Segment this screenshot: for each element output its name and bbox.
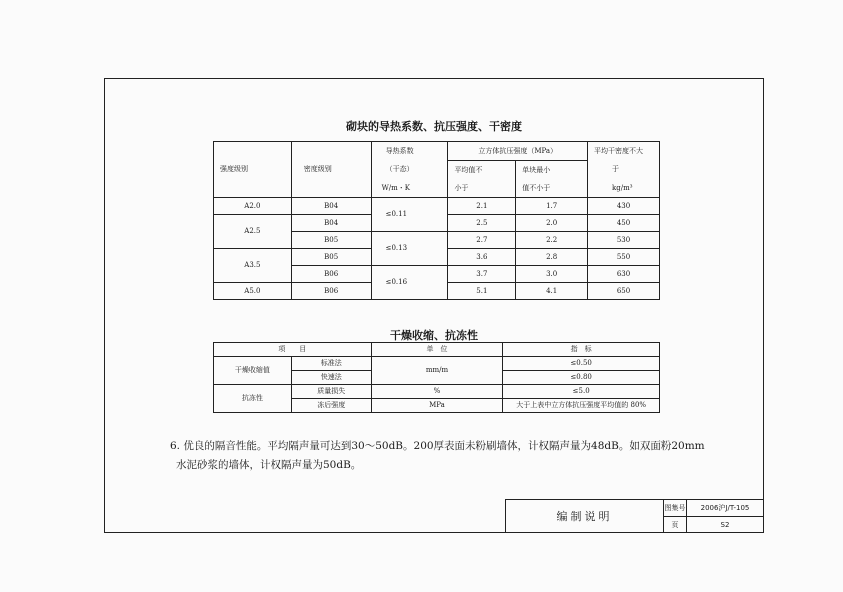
- frost-value-1: ≤5.0: [503, 385, 660, 399]
- atlas-row: [664, 500, 763, 517]
- header-index: 指 标: [503, 343, 660, 357]
- atlas-label: 图集号: [664, 500, 687, 516]
- header-avg-1: 平均值不: [448, 161, 516, 180]
- header-density-grade: 密度级别: [291, 142, 371, 198]
- header-item: 项 目: [214, 343, 372, 357]
- shrinkage-label: 干燥收缩值: [214, 357, 292, 385]
- row6-grade: A5.0: [214, 283, 292, 300]
- page-row: [664, 517, 763, 533]
- row1-avg: 2.1: [448, 198, 516, 215]
- shrinkage-value-2: ≤0.80: [503, 371, 660, 385]
- shrinkage-unit: mm/m: [371, 357, 503, 385]
- conductivity-1: ≤0.11: [371, 198, 448, 232]
- header-avg-2: 小于: [448, 179, 516, 198]
- row3-density: B05: [291, 232, 371, 249]
- row3-avg: 2.7: [448, 232, 516, 249]
- paragraph-line-2: 水泥砂浆的墙体，计权隔声量为50dB。: [176, 459, 362, 471]
- frost-item-2: 冻后强度: [291, 399, 371, 413]
- frost-unit-2: MPa: [371, 399, 503, 413]
- shrinkage-value-1: ≤0.50: [503, 357, 660, 371]
- row5-density: B06: [291, 266, 371, 283]
- table1-title: 砌块的导热系数、抗压强度、干密度: [346, 120, 522, 133]
- paragraph-line-1: 6. 优良的隔音性能。平均隔声量可达到30～50dB。200厚表面未粉刷墙体，计权隔声量为48dB。如双面粉20mm: [170, 440, 705, 452]
- header-conductivity-3: W/m・K: [371, 179, 448, 198]
- row6-min: 4.1: [516, 283, 588, 300]
- row3-min: 2.2: [516, 232, 588, 249]
- header-grade: 强度级别: [214, 142, 292, 198]
- table2-title: 干燥收缩、抗冻性: [390, 329, 478, 342]
- row5-dry: 630: [588, 266, 660, 283]
- row1-min: 1.7: [516, 198, 588, 215]
- row4-grade: A3.5: [214, 249, 292, 283]
- header-single-2: 值不小于: [516, 179, 588, 198]
- header-unit: 单 位: [371, 343, 503, 357]
- shrinkage-method-1: 标准法: [291, 357, 371, 371]
- row1-grade: A2.0: [214, 198, 292, 215]
- row2-density: B04: [291, 215, 371, 232]
- header-dry-density-3: kg/m³: [588, 179, 660, 198]
- row2-dry: 450: [588, 215, 660, 232]
- row6-density: B06: [291, 283, 371, 300]
- row5-avg: 3.7: [448, 266, 516, 283]
- row4-dry: 550: [588, 249, 660, 266]
- row1-density: B04: [291, 198, 371, 215]
- row2-grade: A2.5: [214, 215, 292, 249]
- block-properties-table: [213, 141, 660, 300]
- row4-min: 2.8: [516, 249, 588, 266]
- frost-value-2: 大于上表中立方体抗压强度平均值的 80%: [503, 399, 660, 413]
- frost-label: 抗冻性: [214, 385, 292, 413]
- row6-dry: 650: [588, 283, 660, 300]
- header-single-1: 单块最小: [516, 161, 588, 180]
- header-conductivity-1: 导热系数: [371, 142, 448, 161]
- page-number: S2: [720, 521, 730, 529]
- conductivity-2: ≤0.13: [371, 232, 448, 266]
- row4-avg: 3.6: [448, 249, 516, 266]
- header-strength: 立方体抗压强度（MPa）: [448, 142, 588, 161]
- row2-avg: 2.5: [448, 215, 516, 232]
- row6-avg: 5.1: [448, 283, 516, 300]
- shrinkage-frost-table: [213, 342, 660, 413]
- row1-dry: 430: [588, 198, 660, 215]
- row4-density: B05: [291, 249, 371, 266]
- row2-min: 2.0: [516, 215, 588, 232]
- shrinkage-method-2: 快速法: [291, 371, 371, 385]
- conductivity-3: ≤0.16: [371, 266, 448, 300]
- header-dry-density-2: 于: [588, 161, 660, 180]
- header-conductivity-2: （干态）: [371, 161, 448, 180]
- row3-dry: 530: [588, 232, 660, 249]
- header-dry-density-1: 平均干密度不大: [588, 142, 660, 161]
- row5-min: 3.0: [516, 266, 588, 283]
- frost-unit-1: %: [371, 385, 503, 399]
- frost-item-1: 质量损失: [291, 385, 371, 399]
- sound-insulation-paragraph: [170, 437, 770, 475]
- title-block: [505, 499, 763, 533]
- drawing-name: 编制说明: [506, 500, 664, 533]
- atlas-number: 2006沪J/T-105: [700, 504, 750, 512]
- page-label: 页: [664, 517, 687, 533]
